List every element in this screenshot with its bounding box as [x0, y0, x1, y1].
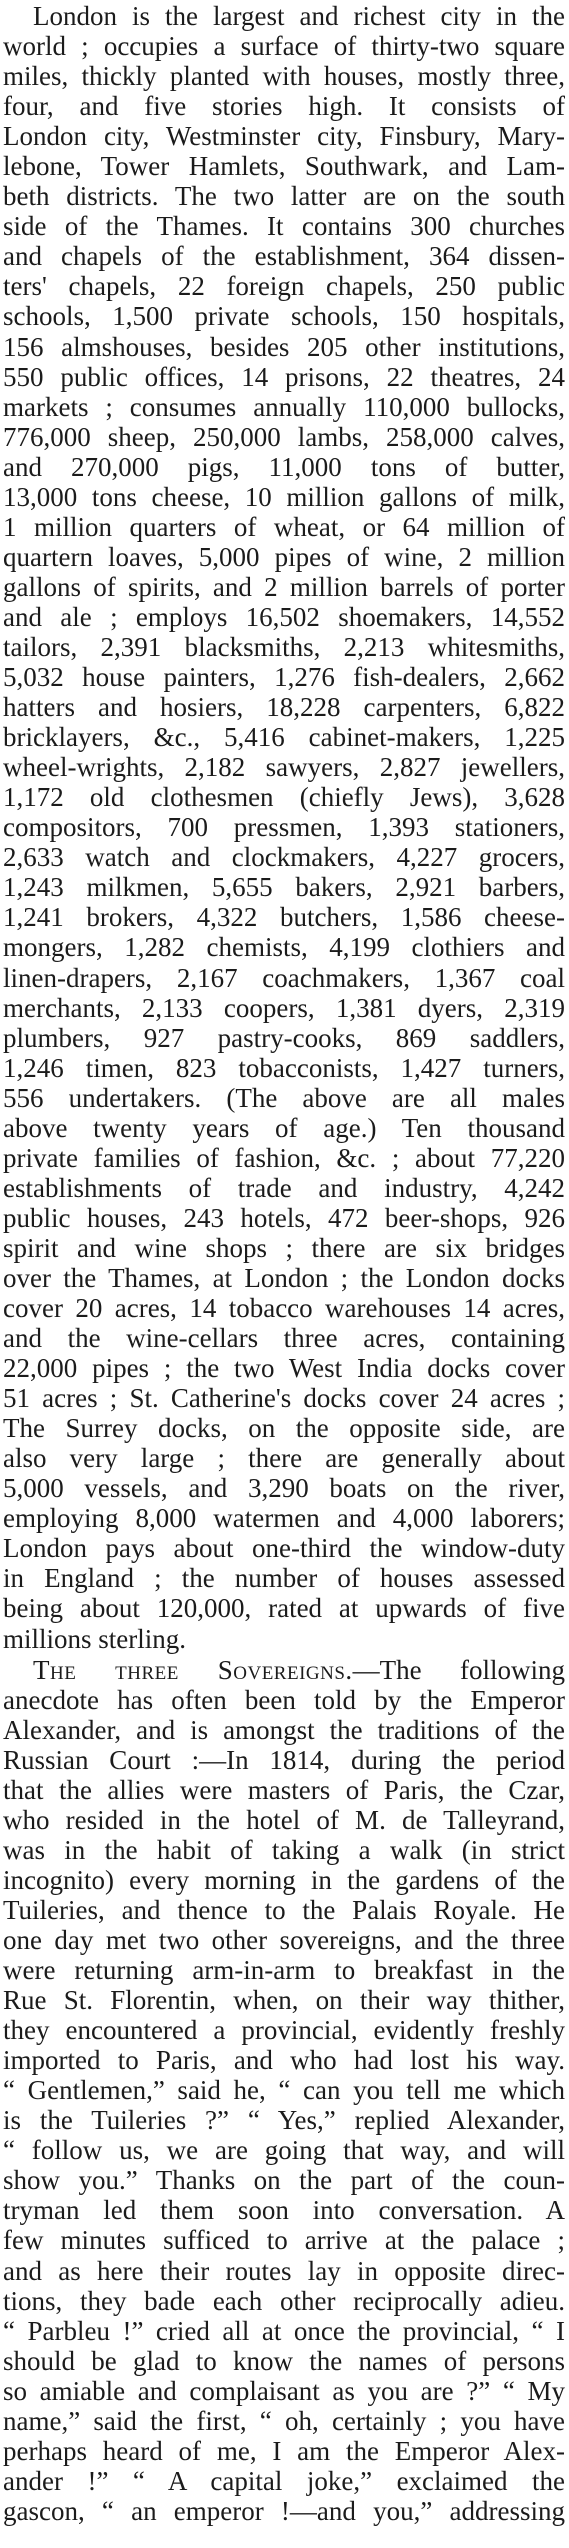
text-line: private families of fashion, &c. ; about 77,220 — [3, 1142, 565, 1173]
text-line: so amiable and complaisant as you are ?” “ My — [3, 2375, 565, 2406]
text-line: side of the Thames. It contains 300 churches — [3, 211, 565, 242]
text-line: 1,243 milkmen, 5,655 bakers, 2,921 barbers, — [3, 872, 565, 903]
text-line: London is the largest and richest city in the — [33, 1, 565, 31]
text-line: 550 public offices, 14 prisons, 22 theatres, 24 — [3, 361, 565, 392]
text-line: spirit and wine shops ; there are six bridges — [3, 1232, 565, 1263]
text-line: was in the habit of taking a walk (in strict — [3, 1834, 565, 1865]
text-line: tryman led them soon into conversation. A — [3, 2195, 565, 2226]
text-line: incognito) every morning in the gardens of the — [3, 1864, 565, 1895]
text-line: and the wine-cellars three acres, containing — [3, 1323, 565, 1354]
text-line: linen-drapers, 2,167 coachmakers, 1,367 coal — [3, 962, 565, 993]
text-line: and 270,000 pigs, 11,000 tons of butter, — [3, 451, 565, 482]
text-line: 776,000 sheep, 250,000 lambs, 258,000 calves, — [3, 421, 565, 452]
text-line: millions sterling. — [3, 1623, 187, 1654]
text-line: lebone, Tower Hamlets, Southwark, and Lam- — [3, 151, 565, 182]
text-line: being about 120,000, rated at upwards of five — [3, 1593, 565, 1624]
text-line: imported to Paris, and who had lost his way. — [3, 2045, 565, 2076]
text-line: 1,246 timen, 823 tobacconists, 1,427 turners, — [3, 1052, 565, 1083]
text-line: they encountered a provincial, evidently freshly — [3, 2015, 565, 2046]
text-line: Tuileries, and thence to the Palais Royale. He — [3, 1894, 565, 1925]
text-line: four, and five stories high. It consists of — [3, 91, 565, 122]
text-line: “ follow us, we are going that way, and will — [3, 2135, 565, 2166]
text-line: Alexander, and is amongst the traditions of the — [3, 1714, 565, 1745]
text-line: establishments of trade and industry, 4,242 — [3, 1172, 565, 1203]
text-line: tailors, 2,391 blacksmiths, 2,213 whitesmiths, — [3, 631, 565, 662]
text-line: should be glad to know the names of persons — [3, 2345, 565, 2376]
text-line: plumbers, 927 pastry-cooks, 869 saddlers, — [3, 1022, 565, 1053]
text-line: 1,241 brokers, 4,322 butchers, 1,586 cheese- — [3, 902, 565, 933]
text-line: anecdote has often been told by the Emperor — [3, 1684, 565, 1715]
text-line: “ Parbleu !” cried all at once the provincial, “ I — [3, 2315, 565, 2346]
text-line: is the Tuileries ?” “ Yes,” replied Alexander, — [3, 2105, 565, 2136]
text-line: ander !” “ A capital joke,” exclaimed the — [3, 2465, 565, 2496]
text-line: hatters and hosiers, 18,228 carpenters, 6,822 — [3, 692, 565, 723]
london-paragraph — [3, 0, 565, 1654]
text-line: tions, they bade each other reciprocally adieu. — [3, 2285, 565, 2316]
text-line: that the allies were masters of Paris, the Czar, — [3, 1774, 565, 1805]
text-line: “ Gentlemen,” said he, “ can you tell me which — [3, 2075, 565, 2106]
text-line: London pays about one-third the window-duty — [3, 1533, 565, 1564]
text-line: 1,172 old clothesmen (chiefly Jews), 3,628 — [3, 782, 565, 813]
text-line: above twenty years of age.) Ten thousand — [3, 1112, 565, 1143]
text-line: compositors, 700 pressmen, 1,393 stationers, — [3, 812, 565, 843]
text-line: 51 acres ; St. Catherine's docks cover 24 acres ; — [3, 1383, 565, 1414]
text-line: London city, Westminster city, Finsbury, Mary- — [3, 121, 565, 152]
text-line: perhaps heard of me, I am the Emperor Alex- — [3, 2435, 565, 2466]
text-line: ters' chapels, 22 foreign chapels, 250 public — [3, 271, 565, 302]
three-sovereigns-heading: The three Sovereigns. — [33, 1654, 353, 1685]
text-line: 5,000 vessels, and 3,290 boats on the river, — [3, 1473, 565, 1504]
text-line: merchants, 2,133 coopers, 1,381 dyers, 2,319 — [3, 992, 565, 1023]
three-sovereigns-paragraph — [3, 1654, 565, 2526]
text-line: 1 million quarters of wheat, or 64 million of — [3, 511, 565, 542]
text-line: world ; occupies a surface of thirty-two square — [3, 31, 565, 62]
text-line: 13,000 tons cheese, 10 million gallons of milk, — [3, 481, 565, 512]
text-line: schools, 1,500 private schools, 150 hospitals, — [3, 301, 565, 332]
text-line: miles, thickly planted with houses, mostly three, — [3, 61, 565, 92]
text-line: who resided in the hotel of M. de Talleyrand, — [3, 1804, 565, 1835]
text-line: few minutes sufficed to arrive at the palace ; — [3, 2225, 565, 2256]
text-line: cover 20 acres, 14 tobacco warehouses 14 acres, — [3, 1293, 565, 1324]
text-line: 2,633 watch and clockmakers, 4,227 grocers, — [3, 842, 565, 873]
text-line: show you.” Thanks on the part of the coun- — [3, 2165, 565, 2196]
text-line: 22,000 pipes ; the two West India docks cover — [3, 1353, 565, 1384]
text-line: public houses, 243 hotels, 472 beer-shops, 926 — [3, 1202, 565, 1233]
text-line: bricklayers, &c., 5,416 cabinet-makers, 1,225 — [3, 722, 565, 753]
text-line: and ale ; employs 16,502 shoemakers, 14,552 — [3, 601, 565, 632]
text-line: wheel-wrights, 2,182 sawyers, 2,827 jewellers, — [3, 752, 565, 783]
text-line: 5,032 house painters, 1,276 fish-dealers, 2,662 — [3, 662, 565, 693]
text-line: and chapels of the establishment, 364 dissen- — [3, 241, 565, 272]
text-line: quartern loaves, 5,000 pipes of wine, 2 million — [3, 541, 565, 572]
text-line: and as here their routes lay in opposite direc- — [3, 2255, 565, 2286]
text-line: The Surrey docks, on the opposite side, are — [3, 1413, 565, 1444]
text-line: also very large ; there are generally about — [3, 1443, 565, 1474]
text-line: Rue St. Florentin, when, on their way thither, — [3, 1985, 565, 2016]
text-line: one day met two other sovereigns, and the three — [3, 1925, 565, 1955]
text-line: over the Thames, at London ; the London docks — [3, 1262, 565, 1293]
text-line: employing 8,000 watermen and 4,000 laborers; — [3, 1503, 565, 1534]
text-line: 556 undertakers. (The above are all males — [3, 1082, 565, 1113]
text-line: beth districts. The two latter are on the south — [3, 181, 565, 212]
text-line: gallons of spirits, and 2 million barrels of porter — [3, 571, 565, 602]
three-sovereigns-first-line — [3, 1655, 565, 1685]
three-sovereigns-first-line-text: —The following — [352, 1654, 565, 1685]
text-line: were returning arm-in-arm to breakfast in the — [3, 1955, 565, 1986]
text-line: markets ; consumes annually 110,000 bullocks, — [3, 391, 565, 422]
text-line: mongers, 1,282 chemists, 4,199 clothiers and — [3, 932, 565, 963]
text-line: name,” said the first, “ oh, certainly ; you have — [3, 2405, 565, 2436]
text-line: in England ; the number of houses assessed — [3, 1563, 565, 1594]
text-line: 156 almshouses, besides 205 other institutions, — [3, 331, 565, 362]
text-line: Russian Court :—In 1814, during the period — [3, 1744, 565, 1775]
text-line: gascon, “ an emperor !—and you,” addressing — [3, 2495, 565, 2526]
